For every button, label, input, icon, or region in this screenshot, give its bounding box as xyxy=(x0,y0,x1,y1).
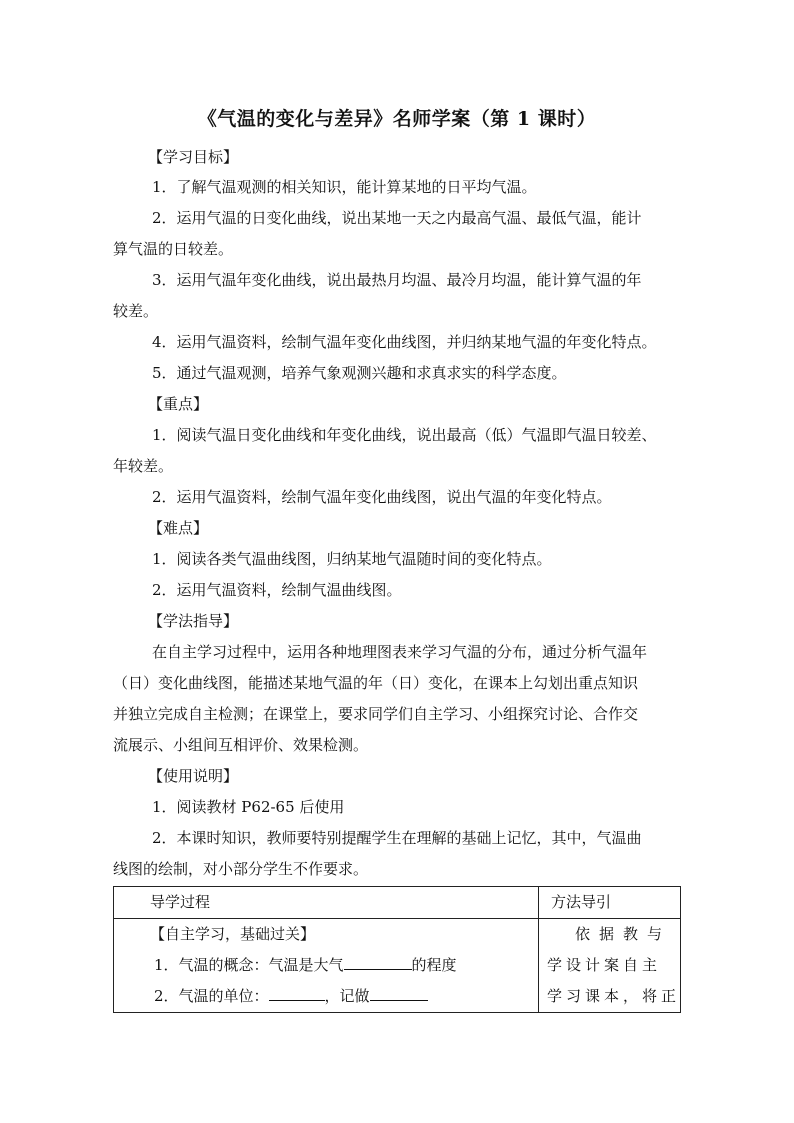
method-guide-cell xyxy=(538,919,680,1013)
header-guide-process: 导学过程 xyxy=(114,887,539,919)
usage-line-1: 1．阅读教材 P62-65 后使用 xyxy=(152,798,345,816)
objectives-heading: 【学习目标】 xyxy=(148,148,239,166)
objective-line-2: 2．运用气温的日变化曲线，说出某地一天之内最高气温、最低气温，能计 xyxy=(152,209,642,227)
objective-line-1: 1．了解气温观测的相关知识，能计算某地的日平均气温。 xyxy=(152,178,537,196)
guide-table xyxy=(113,886,681,1013)
guide-table-body-row xyxy=(114,919,681,1013)
difficulty-line-2: 2．运用气温资料，绘制气温曲线图。 xyxy=(152,581,402,599)
difficulty-line-1: 1．阅读各类气温曲线图，归纳某地气温随时间的变化特点。 xyxy=(152,550,552,568)
method-line-1: 在自主学习过程中，运用各种地理图表来学习气温的分布，通过分析气温年 xyxy=(152,643,648,661)
question-1-blank[interactable] xyxy=(344,952,412,970)
key-points-heading: 【重点】 xyxy=(148,395,209,413)
question-2-mid: ，记做 xyxy=(324,987,370,1005)
method-heading: 【学法指导】 xyxy=(148,612,239,630)
question-2 xyxy=(114,981,538,1012)
question-2-prefix: 2．气温的单位： xyxy=(154,987,269,1005)
method-line-4: 流展示、小组间互相评价、效果检测。 xyxy=(113,736,369,754)
key-point-line-2: 2．运用气温资料，绘制气温年变化曲线图，说出气温的年变化特点。 xyxy=(152,488,612,506)
objective-line-3-cont: 较差。 xyxy=(113,302,159,320)
objective-line-3: 3．运用气温年变化曲线，说出最热月均温、最冷月均温，能计算气温的年 xyxy=(152,271,642,289)
objective-line-5: 5．通过气温观测，培养气象观测兴趣和求真求实的科学态度。 xyxy=(152,364,567,382)
question-2-symbol-blank[interactable] xyxy=(370,983,428,1001)
method-line-2: （日）变化曲线图，能描述某地气温的年（日）变化，在课本上勾划出重点知识 xyxy=(113,674,639,692)
self-study-subheading: 【自主学习，基础过关】 xyxy=(150,925,316,943)
key-point-line-1: 1．阅读气温日变化曲线和年变化曲线，说出最高（低）气温即气温日较差、 xyxy=(152,426,657,444)
objective-line-4: 4．运用气温资料，绘制气温年变化曲线图，并归纳某地气温的年变化特点。 xyxy=(152,333,657,351)
guide-table-header-row xyxy=(114,887,681,919)
method-guide-line-3: 学习课本，将正 xyxy=(546,987,680,1005)
method-line-3: 并独立完成自主检测；在课堂上，要求同学们自主学习、小组探究讨论、合作交 xyxy=(113,705,639,723)
question-1-suffix: 的程度 xyxy=(411,956,457,974)
question-1 xyxy=(114,950,538,981)
guide-process-cell xyxy=(114,919,539,1013)
method-guide-line-1: 依据教与 xyxy=(574,925,671,943)
document-title: 《气温的变化与差异》名师学案（第 1 课时） xyxy=(197,108,597,130)
objective-line-2-cont: 算气温的日较差。 xyxy=(113,240,234,258)
question-1-prefix: 1．气温的概念：气温是大气 xyxy=(154,956,344,974)
usage-heading: 【使用说明】 xyxy=(148,767,239,785)
usage-line-2-cont: 线图的绘制，对小部分学生不作要求。 xyxy=(113,860,369,878)
method-guide-line-2: 学设计案自主 xyxy=(546,956,661,974)
usage-line-2: 2．本课时知识，教师要特别提醒学生在理解的基础上记忆，其中，气温曲 xyxy=(152,829,642,847)
difficulties-heading: 【难点】 xyxy=(148,519,209,537)
header-method-guide: 方法导引 xyxy=(538,887,680,919)
key-point-line-1-cont: 年较差。 xyxy=(113,457,174,475)
question-2-unit-blank[interactable] xyxy=(269,983,325,1001)
